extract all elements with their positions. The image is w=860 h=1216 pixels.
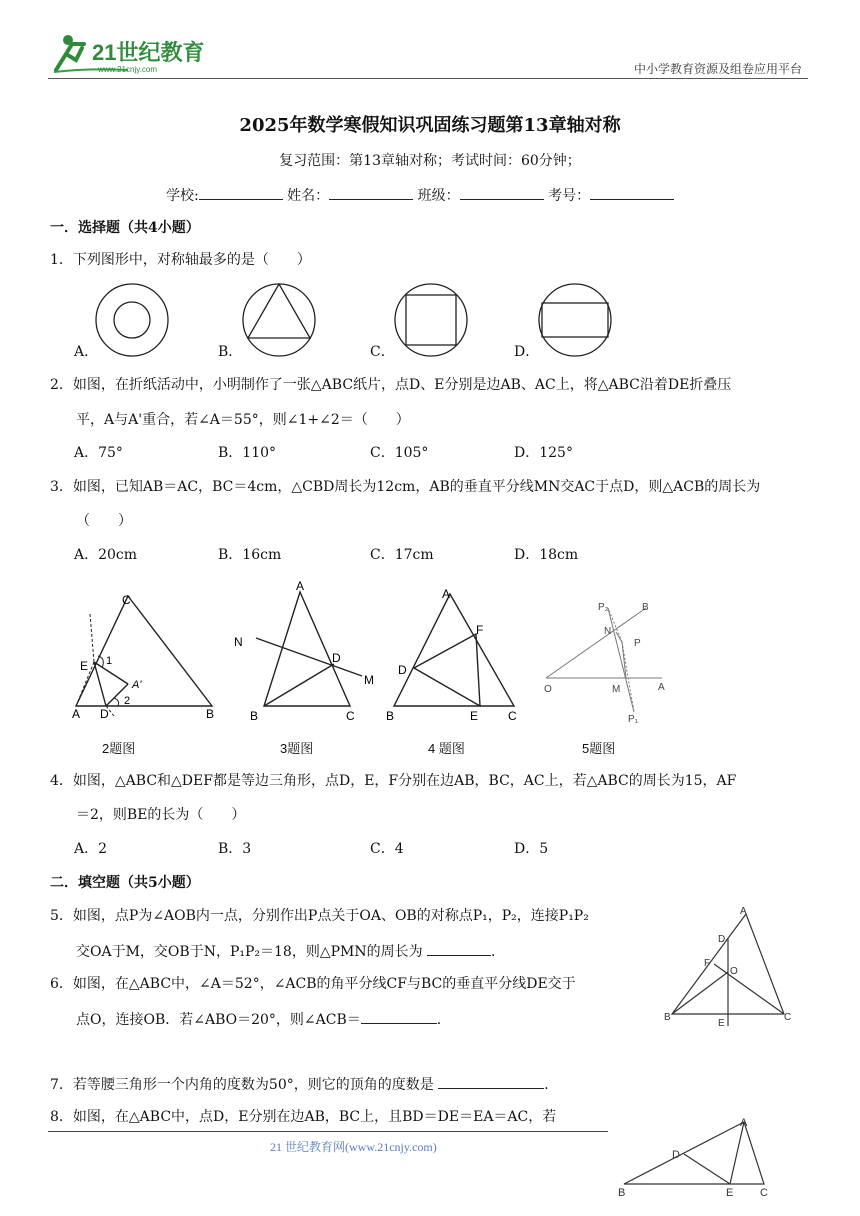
q6-end: ． [436, 1012, 451, 1028]
q1-option-c[interactable]: C． [370, 344, 395, 360]
figure-b-circle-triangle [243, 284, 315, 356]
q4-option-a[interactable]: A．2 [74, 841, 108, 857]
school-field[interactable] [199, 184, 283, 200]
label-D: D [672, 1149, 680, 1161]
class-label: 班级： [417, 188, 460, 204]
header-logo [48, 30, 218, 78]
q3-option-a[interactable]: A．20cm [74, 547, 138, 563]
q2-option-b[interactable]: B．110° [218, 445, 277, 461]
page-title: 2025年数学寒假知识巩固练习题第13章轴对称 [239, 115, 621, 136]
platform-name: 中小学教育资源及组卷应用平台 [633, 62, 802, 76]
question-7 [50, 1073, 558, 1095]
label-D: D [718, 934, 726, 945]
label-A: A [442, 587, 451, 601]
question-3-line2: （ ） [76, 513, 132, 529]
q7-end: ． [544, 1077, 559, 1093]
question-5-line2 [76, 940, 505, 962]
question-6-line2 [76, 1008, 451, 1030]
caption-fig3: 3题图 [280, 741, 314, 756]
q3-option-c[interactable]: C．17cm [370, 547, 434, 563]
figure-q4 [380, 582, 530, 726]
question-5-line2-text: 交OA于M，交OB于N，P₁P₂＝18，则△PMN的周长为 [76, 944, 423, 960]
q5-end: ． [491, 944, 506, 960]
q1-option-b[interactable]: B． [218, 344, 243, 360]
label-B: B [642, 602, 649, 613]
figure-q8 [614, 1112, 784, 1216]
label-D: D [398, 663, 407, 677]
label-C: C [122, 593, 131, 607]
question-1: 1．下列图形中，对称轴最多的是（ ） [50, 252, 311, 268]
figure-q6 [660, 902, 800, 1030]
section-choice-title: 一．选择题（共4小题） [50, 220, 200, 236]
label-B: B [250, 709, 259, 723]
logo-text: 21世纪教育 [92, 40, 205, 65]
footer-divider [48, 1131, 608, 1132]
question-2-line1: 2．如图，在折纸活动中，小明制作了一张△ABC纸片，点D、E分别是边AB、AC上，将△ABC沿着DE折叠压 [50, 377, 732, 393]
label-F: F [476, 623, 484, 637]
section-fill-title: 二．填空题（共5小题） [50, 875, 200, 891]
label-A: A [72, 707, 81, 721]
label-Aprime: A' [132, 679, 142, 691]
label-2: 2 [124, 695, 131, 707]
label-1: 1 [106, 655, 113, 667]
question-2-line2: 平，A与A'重合，若∠A＝55°，则∠1+∠2＝（ ） [76, 412, 410, 428]
label-C: C [784, 1012, 792, 1023]
school-label: 学校: [166, 188, 199, 204]
label-A: A [658, 682, 665, 693]
label-P: P [634, 638, 641, 649]
name-label: 姓名： [287, 188, 330, 204]
caption-fig2: 2题图 [102, 741, 136, 756]
figure-c-circle-square [395, 284, 467, 356]
caption-fig5: 5题图 [582, 741, 616, 756]
label-O: O [730, 966, 738, 977]
label-D: D [100, 707, 109, 721]
q7-answer-blank[interactable] [438, 1073, 544, 1089]
q2-option-d[interactable]: D．125° [514, 445, 573, 461]
label-O: O [544, 684, 552, 695]
class-field[interactable] [460, 184, 544, 200]
figure-q5 [538, 596, 668, 726]
label-C: C [508, 709, 517, 723]
label-E: E [80, 659, 89, 673]
q5-answer-blank[interactable] [427, 940, 491, 956]
logo-subtext: www.21cnjy.com [98, 65, 157, 74]
q4-option-d[interactable]: D．5 [514, 841, 549, 857]
q3-option-b[interactable]: B．16cm [218, 547, 282, 563]
label-E: E [718, 1018, 725, 1029]
number-label: 考号： [548, 188, 591, 204]
label-B: B [386, 709, 395, 723]
caption-fig4: 4 题图 [428, 741, 465, 756]
q2-option-c[interactable]: C．105° [370, 445, 429, 461]
q1-option-a[interactable]: A． [74, 344, 99, 360]
label-M: M [612, 684, 621, 695]
figure-a-concentric-circles [96, 284, 168, 356]
info-line [166, 184, 674, 205]
question-6-line2-text: 点O，连接OB．若∠ABO＝20°，则∠ACB＝ [76, 1012, 361, 1028]
number-field[interactable] [590, 184, 674, 200]
question-8: 8．如图，在△ABC中，点D，E分别在边AB，BC上，且BD＝DE＝EA＝AC，若 [50, 1109, 557, 1125]
q4-option-b[interactable]: B．3 [218, 841, 252, 857]
name-field[interactable] [329, 184, 413, 200]
header-divider [48, 78, 808, 79]
figure-q2 [66, 588, 226, 728]
question-3-line1: 3．如图，已知AB＝AC，BC＝4cm，△CBD周长为12cm，AB的垂直平分线MN交AC于点D，则△ACB的周长为 [50, 479, 761, 495]
label-A: A [296, 580, 305, 593]
q4-option-c[interactable]: C．4 [370, 841, 404, 857]
label-M: M [364, 673, 374, 687]
runner-logo-icon [48, 30, 218, 78]
label-A: A [740, 906, 747, 917]
q1-option-d[interactable]: D． [514, 344, 540, 360]
label-D: D [332, 651, 341, 665]
question-4-line2: ＝2，则BE的长为（ ） [76, 807, 246, 823]
label-P1: P₁ [628, 714, 639, 725]
label-F: F [704, 958, 711, 969]
label-A: A [740, 1117, 748, 1129]
footer-text: 21 世纪教育网(www.21cnjy.com) [270, 1140, 437, 1154]
q6-answer-blank[interactable] [361, 1008, 437, 1024]
label-C: C [760, 1187, 768, 1199]
question-5-line1: 5．如图，点P为∠AOB内一点，分别作出P点关于OA、OB的对称点P₁，P₂，连接P₁P₂ [50, 908, 589, 924]
question-4-line1: 4．如图，△ABC和△DEF都是等边三角形，点D，E，F分别在边AB，BC，AC上，若△ABC的周长为15，AF [50, 773, 737, 789]
label-B: B [206, 707, 215, 721]
label-C: C [346, 709, 355, 723]
q3-option-d[interactable]: D．18cm [514, 547, 579, 563]
figure-q3 [228, 580, 388, 726]
question-7-text: 7．若等腰三角形一个内角的度数为50°，则它的顶角的度数是 [50, 1077, 434, 1093]
label-B: B [618, 1187, 626, 1199]
figure-d-circle-rectangle [539, 284, 611, 356]
q2-option-a[interactable]: A．75° [74, 445, 123, 461]
label-E: E [470, 709, 479, 723]
label-N: N [234, 635, 243, 649]
label-N: N [604, 626, 612, 637]
label-E: E [726, 1187, 734, 1199]
label-B: B [664, 1012, 671, 1023]
q1-figures [80, 282, 640, 362]
question-6-line1: 6．如图，在△ABC中，∠A＝52°，∠ACB的角平分线CF与BC的垂直平分线DE交于 [50, 976, 576, 992]
label-P2: P₂ [598, 602, 609, 613]
subtitle: 复习范围：第13章轴对称；考试时间：60分钟； [279, 153, 581, 169]
